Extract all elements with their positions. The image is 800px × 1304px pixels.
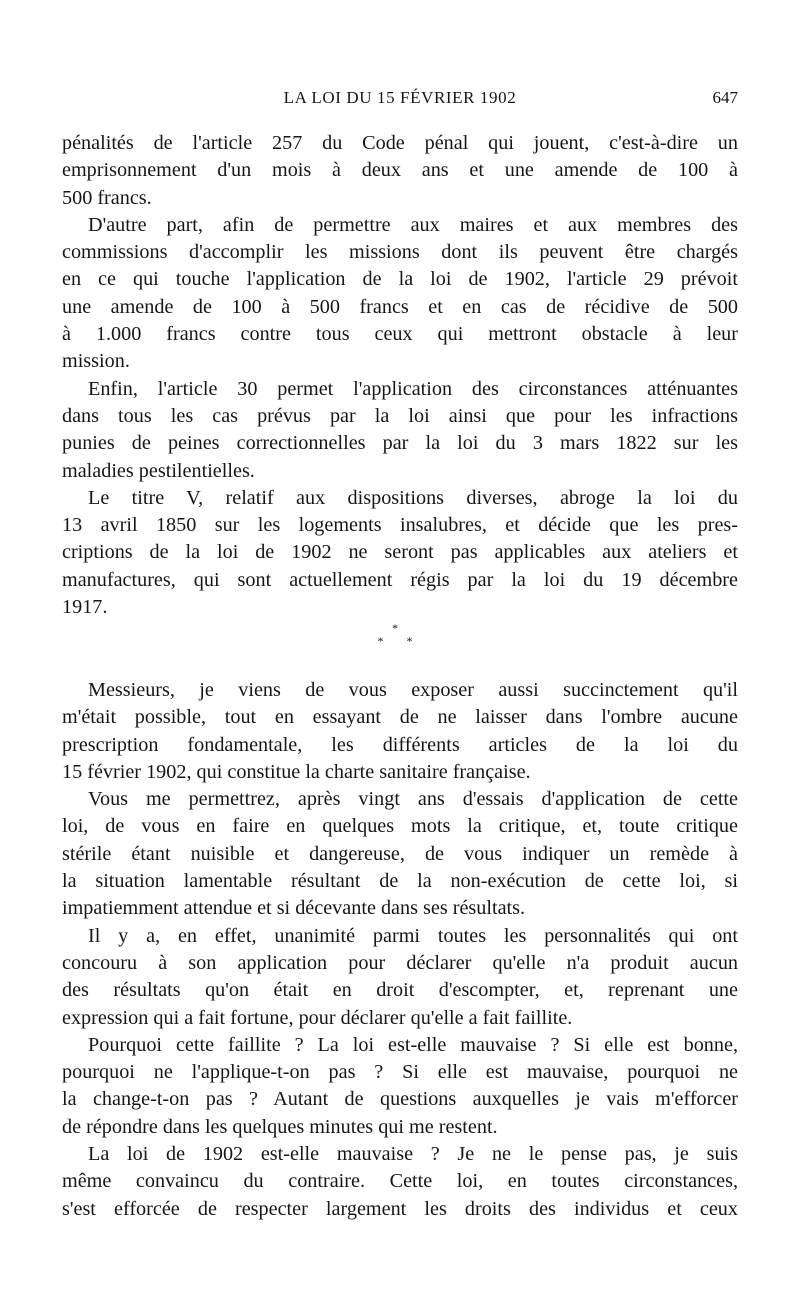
- paragraph: [62, 130, 738, 212]
- text-line: dans tous les cas prévus par la loi ainsi que pour les infractions: [62, 404, 738, 427]
- paragraph: [62, 485, 738, 621]
- text-line: Enfin, l'article 30 permet l'application des circonstances atténuantes: [88, 377, 738, 400]
- text-line: même convaincu du contraire. Cette loi, en toutes circonstances,: [62, 1170, 738, 1193]
- running-title: LA LOI DU 15 FÉVRIER 1902: [283, 88, 517, 107]
- text-line: emprisonnement d'un mois à deux ans et une amende de 100 à: [62, 159, 738, 182]
- text-line: des résultats qu'on était en droit d'escompter, et, reprenant une: [62, 979, 738, 1002]
- text-line: mission.: [62, 350, 130, 373]
- asterism-separator: [0, 622, 800, 662]
- text-line: pénalités de l'article 257 du Code pénal qui jouent, c'est-à-dire un: [62, 132, 738, 154]
- text-line: la situation lamentable résultant de la non-exécution de cette loi, si: [62, 870, 738, 893]
- text-line: manufactures, qui sont actuellement régis par la loi du 19 décembre: [62, 568, 738, 591]
- paragraph: [62, 786, 738, 922]
- text-line: 500 francs.: [62, 186, 152, 209]
- paragraph: [62, 1141, 738, 1223]
- text-line: de répondre dans les quelques minutes qui me restent.: [62, 1115, 498, 1138]
- text-line: en ce qui touche l'application de la loi de 1902, l'article 29 prévoit: [62, 268, 738, 291]
- paragraph: [62, 677, 738, 786]
- text-line: 13 avril 1850 sur les logements insalubres, et décide que les pres-: [62, 514, 738, 537]
- paragraph: [62, 1032, 738, 1141]
- text-line: expression qui a fait fortune, pour déclarer qu'elle a fait faillite.: [62, 1006, 573, 1029]
- text-line: commissions d'accomplir les missions dont ils peuvent être chargés: [62, 241, 738, 264]
- body-text-top: [62, 130, 738, 621]
- text-line: Le titre V, relatif aux dispositions diverses, abroge la loi du: [88, 486, 738, 509]
- asterism-bottom: * *: [377, 634, 423, 648]
- text-line: impatiemment attendue et si décevante dans ses résultats.: [62, 897, 526, 920]
- text-line: 15 février 1902, qui constitue la charte sanitaire française.: [62, 760, 531, 783]
- page-number: 647: [712, 88, 738, 107]
- text-line: loi, de vous en faire en quelques mots la critique, et, toute critique: [62, 815, 738, 838]
- text-line: prescription fondamentale, les différents articles de la loi du: [62, 733, 738, 756]
- paragraph: [62, 212, 738, 376]
- paragraph: [62, 376, 738, 485]
- running-header: [0, 84, 800, 114]
- text-line: une amende de 100 à 500 francs et en cas de récidive de 500: [62, 295, 738, 318]
- text-line: Messieurs, je viens de vous exposer aussi succinctement qu'il: [88, 679, 738, 701]
- body-text-bottom: [62, 677, 738, 1223]
- text-line: criptions de la loi de 1902 ne seront pas applicables aux ateliers et: [62, 541, 738, 564]
- text-line: Vous me permettrez, après vingt ans d'essais d'application de cette: [88, 788, 738, 811]
- text-line: à 1.000 francs contre tous ceux qui mettront obstacle à leur: [62, 323, 738, 346]
- text-line: concouru à son application pour déclarer qu'elle n'a produit aucun: [62, 951, 738, 974]
- text-line: maladies pestilentielles.: [62, 459, 255, 482]
- text-line: 1917.: [62, 596, 108, 619]
- text-line: s'est efforcée de respecter largement les droits des individus et ceux: [62, 1197, 738, 1220]
- paragraph: [62, 923, 738, 1032]
- text-line: D'autre part, afin de permettre aux maires et aux membres des: [88, 213, 738, 236]
- text-line: la change-t-on pas ? Autant de questions auxquelles je vais m'efforcer: [62, 1088, 738, 1111]
- text-line: m'était possible, tout en essayant de ne laisser dans l'ombre aucune: [62, 706, 738, 729]
- text-line: La loi de 1902 est-elle mauvaise ? Je ne le pense pas, je suis: [88, 1143, 738, 1166]
- text-line: stérile étant nuisible et dangereuse, de vous indiquer un remède à: [62, 842, 738, 865]
- text-line: punies de peines correctionnelles par la loi du 3 mars 1822 sur les: [62, 432, 738, 455]
- text-line: Pourquoi cette faillite ? La loi est-elle mauvaise ? Si elle est bonne,: [88, 1033, 738, 1056]
- text-line: pourquoi ne l'applique-t-on pas ? Si elle est mauvaise, pourquoi ne: [62, 1061, 738, 1084]
- text-line: Il y a, en effet, unanimité parmi toutes les personnalités qui ont: [88, 924, 738, 947]
- asterism-top: *: [392, 621, 408, 635]
